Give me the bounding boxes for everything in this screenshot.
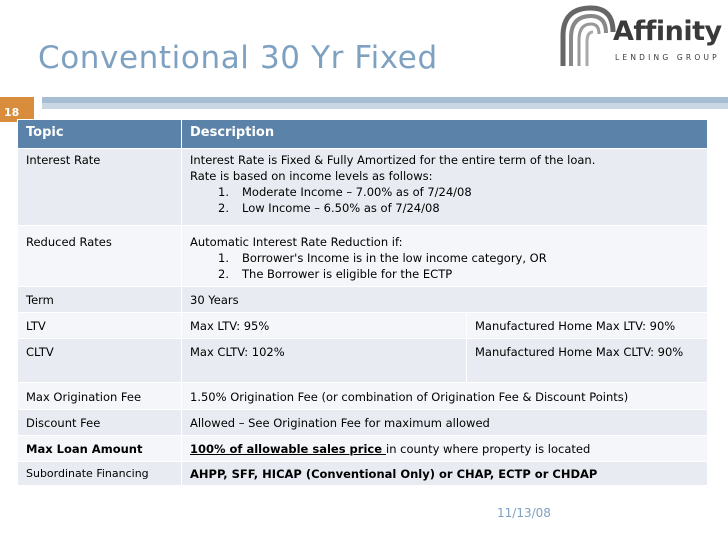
table-row-subordinate-financing: [18, 462, 708, 486]
desc-line: Rate is based on income levels as follows:: [190, 169, 433, 183]
list-item: 2. Low Income – 6.50% as of 7/24/08: [218, 201, 440, 215]
loan-terms-table: [17, 119, 708, 486]
table-row-interest-rate: [18, 149, 708, 226]
description-cell: [182, 436, 708, 462]
desc-line: Automatic Interest Rate Reduction if:: [190, 235, 403, 249]
logo-wordmark: Affinity: [613, 16, 722, 47]
topic-cell: CLTV: [18, 339, 182, 383]
slide-number: 18: [0, 103, 34, 122]
arch-logo-icon: [557, 2, 617, 72]
desc-rest: in county where property is located: [386, 442, 591, 456]
affinity-logo: [555, 0, 728, 78]
description-cell: 30 Years: [182, 287, 708, 313]
logo-subtitle: LENDING GROUP: [615, 53, 720, 62]
table-row-term: [18, 287, 708, 313]
topic-cell: Subordinate Financing: [18, 462, 182, 486]
header-topic: Topic: [18, 120, 182, 149]
table-row-max-origination-fee: [18, 383, 708, 410]
topic-cell: Reduced Rates: [18, 226, 182, 287]
description-cell: AHPP, SFF, HICAP (Conventional Only) or CHAP, ECTP or CHDAP: [182, 462, 708, 486]
topic-cell: Term: [18, 287, 182, 313]
extra-cell: Manufactured Home Max CLTV: 90%: [467, 339, 708, 383]
table-row-max-loan-amount: [18, 436, 708, 462]
topic-cell: Max Origination Fee: [18, 383, 182, 410]
description-cell: [182, 226, 708, 287]
topic-cell: LTV: [18, 313, 182, 339]
table-row-reduced-rates: [18, 226, 708, 287]
header-description: Description: [182, 120, 708, 149]
desc-line: Interest Rate is Fixed & Fully Amortized for the entire term of the loan.: [190, 153, 596, 167]
description-cell: 1.50% Origination Fee (or combination of Origination Fee & Discount Points): [182, 383, 708, 410]
list-item: 1. Moderate Income – 7.00% as of 7/24/08: [218, 185, 472, 199]
topic-cell: Interest Rate: [18, 149, 182, 226]
description-cell: Max CLTV: 102%: [182, 339, 467, 383]
table-header-row: [18, 120, 708, 149]
desc-emphasis: 100% of allowable sales price: [190, 442, 387, 456]
extra-cell: Manufactured Home Max LTV: 90%: [467, 313, 708, 339]
description-cell: [182, 149, 708, 226]
topic-cell: Max Loan Amount: [18, 436, 182, 462]
description-cell: Allowed – See Origination Fee for maximum allowed: [182, 410, 708, 436]
accent-bar-blue-light: [42, 103, 728, 109]
table-row-ltv: [18, 313, 708, 339]
slide-date: 11/13/08: [497, 506, 551, 520]
list-item: 2. The Borrower is eligible for the ECTP: [218, 267, 453, 281]
list-item: 1. Borrower's Income is in the low income category, OR: [218, 251, 547, 265]
topic-cell: Discount Fee: [18, 410, 182, 436]
table-row-discount-fee: [18, 410, 708, 436]
description-cell: Max LTV: 95%: [182, 313, 467, 339]
table-row-cltv: [18, 339, 708, 383]
page-title: Conventional 30 Yr Fixed: [38, 40, 438, 76]
